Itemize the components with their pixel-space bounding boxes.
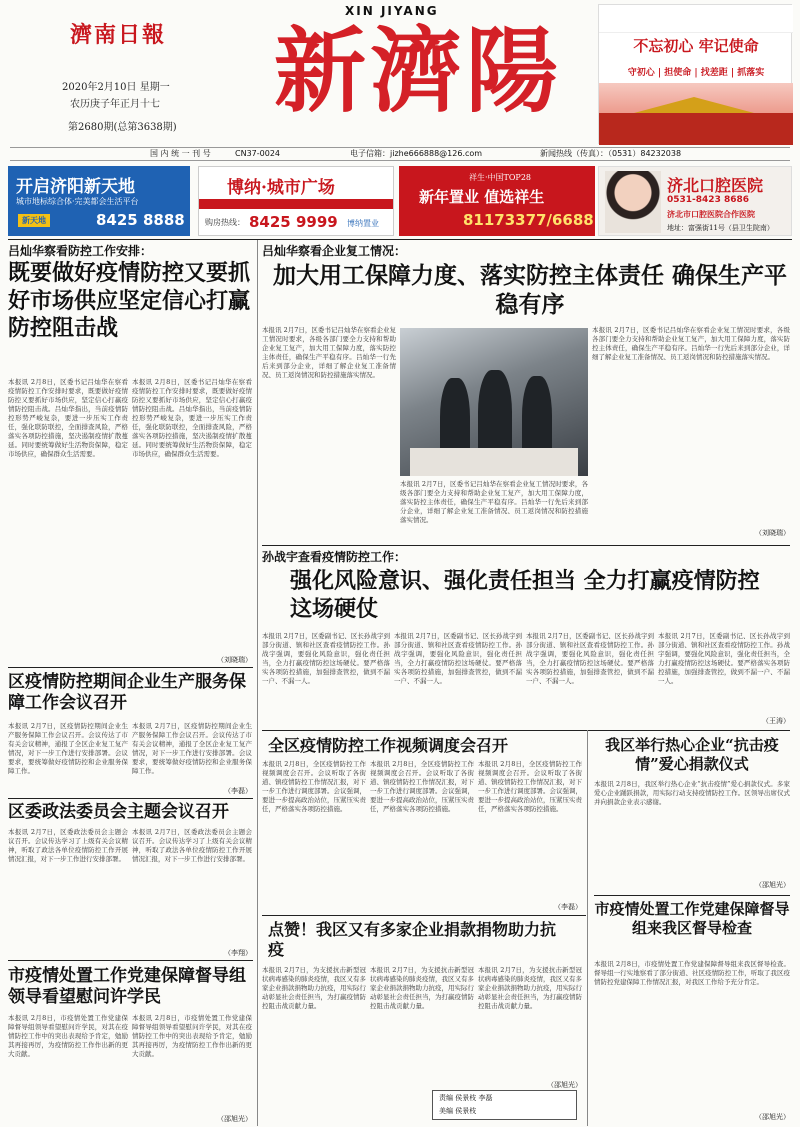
ad-title: 博纳·城市广场: [227, 178, 335, 198]
a7-body-col2: 本报讯 2月7日，区委政法委员会主题会议召开。会议传达学习了上级有关会议精神，听取了政法各单位疫情防控工作开展情况汇报，对下一步工作进行安排部署。: [132, 828, 252, 863]
a4-author: （李磊）: [224, 787, 252, 795]
section-rule: [8, 960, 253, 961]
a8-body-col3: 本报讯 2月7日，为支援抗击新型冠状病毒感染的肺炎疫情，我区又有多家企业捐款捐物助力抗疫，用实际行动彰显社会责任担当，为打赢疫情防控阻击战贡献力量。: [478, 966, 582, 1010]
a2-body-col3: 本报讯 2月7日，区委书记吕灿华在察看企业复工情况时要求，各级各部门要全力支持和帮助企业复工复产，加大用工保障力度，落实防控主体责任，确保生产平稳有序。吕灿华一行先后来到部分企业，详细了解企业复工准备情况、员工返岗情况和防控措施落实情况。: [592, 326, 790, 361]
ad-address: 地址：富强街11号（县卫生院南）: [667, 224, 774, 232]
date-line: 2020年2月10日 星期一: [62, 82, 170, 93]
a1-kicker: 吕灿华察看防控工作安排：: [8, 244, 153, 258]
a1-headline: 既要做好疫情防控又要抓好市场供应坚定信心打赢防控阻击战: [8, 260, 251, 341]
ad-subtitle: 祥生·中国TOP28: [469, 173, 531, 182]
ad-brand: 博纳置业: [347, 219, 379, 228]
section-rule: [8, 667, 253, 668]
a3-author: （王涛）: [762, 717, 790, 725]
a9-author: （邵旭光）: [217, 1115, 252, 1123]
a7-headline: 区委政法委员会主题会议召开: [8, 802, 229, 822]
a2-kicker: 吕灿华察看企业复工情况：: [262, 244, 407, 258]
tiananmen-wall-icon: [599, 113, 793, 145]
column-divider: [257, 240, 258, 1126]
a1-body-col1: 本报讯 2月8日，区委书记吕灿华在察看疫情防控工作安排时要求，既要做好疫情防控又要抓好市场供应，坚定信心打赢疫情防控阻击战。吕灿华指出，当前疫情防控形势严峻复杂，要进一步压实工作责任，强化联防联控，全面排查风险，严格落实各项防控措施，坚决遏制疫情扩散蔓延。同时要统筹做好生活物资保障，稳定市场供应，确保群众生活需要。: [8, 378, 128, 458]
column-divider: [587, 730, 588, 1126]
section-rule: [262, 730, 790, 731]
paper-logo: 濟南日報: [70, 22, 167, 48]
ad-bona[interactable]: [198, 166, 394, 236]
a3-body-col1: 本报讯 2月7日，区委副书记、区长孙战宇到部分街道、镇和社区查看疫情防控工作。孙战宇强调，要强化风险意识，强化责任担当，全力打赢疫情防控这场硬仗。要严格落实各项防控措施，加强排查管控，做到不漏一户、不漏一人。: [262, 632, 390, 685]
promo-tags: 守初心 | 担使命 | 找差距 | 抓落实: [627, 68, 765, 78]
ad-phone: 8425 9999: [249, 213, 338, 231]
issn-code: CN37-0024: [235, 149, 280, 158]
a4-body-col1: 本报讯 2月7日，区疫情防控期间企业生产服务保障工作会议召开。会议传达了市有关会议精神，通报了全区企业复工复产情况，对下一步工作进行安排部署。会议要求，要统筹做好疫情防控和企业服务保障工作。: [8, 722, 128, 775]
ad-subtitle: 城市地标综合体·完美都会生活平台: [16, 197, 139, 206]
promo-header-strip: [599, 5, 793, 33]
photo-table: [410, 448, 578, 476]
a5-body-col2: 本报讯 2月8日，全区疫情防控工作视频调度会召开。会议听取了各街道、镇疫情防控工作情况汇报，对下一步工作进行调度部署。会议强调，要进一步提高政治站位，压紧压实责任，严格落实各项防控措施。: [370, 760, 474, 813]
a3-body-col3: 本报讯 2月7日，区委副书记、区长孙战宇到部分街道、镇和社区查看疫情防控工作。孙战宇强调，要强化风险意识，强化责任担当，全力打赢疫情防控这场硬仗。要严格落实各项防控措施，加强排查管控，做到不漏一户、不漏一人。: [526, 632, 654, 685]
a10-body: 本报讯 2月8日，市疫情处置工作党建保障督导组来我区督导检查。督导组一行实地察看了部分街道、社区疫情防控工作，听取了我区疫情防控党建保障工作情况汇报，对我区工作给予充分肯定。: [594, 960, 790, 986]
party-promo: [598, 4, 792, 144]
a2-author: （刘晓瑞）: [755, 529, 790, 537]
a7-author: （李翔）: [224, 949, 252, 957]
a9-body-col1: 本报讯 2月8日，市疫情处置工作党建保障督导组领导看望慰问许学民，对其在疫情防控工作中的突出表现给予肯定，勉励其再接再厉，为疫情防控工作作出新的更大贡献。: [8, 1014, 128, 1058]
section-rule: [8, 798, 253, 799]
top-rule: [8, 239, 792, 240]
a6-headline: 我区举行热心企业“抗击疫情”爱心捐款仪式: [605, 736, 779, 773]
a6-author: （邵旭光）: [755, 881, 790, 889]
a4-body-col2: 本报讯 2月7日，区疫情防控期间企业生产服务保障工作会议召开。会议传达了市有关会议精神，通报了全区企业复工复产情况，对下一步工作进行安排部署。会议要求，要统筹做好疫情防控和企业服务保障工作。: [132, 722, 252, 775]
designer-line: 美编 侯景枝: [439, 1107, 477, 1115]
a1-author: （刘晓瑞）: [217, 656, 252, 664]
hotline-info: 新闻热线（传真）：（0531）84232038: [540, 149, 682, 158]
lunar-date: 农历庚子年正月十七: [70, 99, 160, 110]
a4-headline: 区疫情防控期间企业生产服务保障工作会议召开: [8, 672, 246, 714]
ad-phone: 8425 8888: [96, 211, 185, 229]
a9-body-col2: 本报讯 2月8日，市疫情处置工作党建保障督导组领导看望慰问许学民，对其在疫情防控工作中的突出表现给予肯定，勉励其再接再厉，为疫情防控工作作出新的更大贡献。: [132, 1014, 252, 1058]
a8-body-col1: 本报讯 2月7日，为支援抗击新型冠状病毒感染的肺炎疫情，我区又有多家企业捐款捐物助力抗疫，用实际行动彰显社会责任担当，为打赢疫情防控阻击战贡献力量。: [262, 966, 366, 1010]
news-photo: [400, 328, 588, 476]
a10-author: （邵旭光）: [755, 1113, 790, 1121]
a7-body-col1: 本报讯 2月7日，区委政法委员会主题会议召开。会议传达学习了上级有关会议精神，听取了政法各单位疫情防控工作开展情况汇报，对下一步工作进行安排部署。: [8, 828, 128, 863]
editor-credits: [432, 1090, 577, 1120]
a2-headline: 加大用工保障力度、落实防控主体责任 确保生产平稳有序: [272, 262, 787, 318]
a8-body-col2: 本报讯 2月7日，为支援抗击新型冠状病毒感染的肺炎疫情，我区又有多家企业捐款捐物助力抗疫，用实际行动彰显社会责任担当，为打赢疫情防控阻击战贡献力量。: [370, 966, 474, 1010]
a5-headline: 全区疫情防控工作视频调度会召开: [268, 736, 509, 755]
ad-brand: 新天地: [18, 214, 50, 227]
section-rule: [594, 895, 790, 896]
a8-author: （邵旭光）: [547, 1081, 582, 1089]
promo-slogan: 不忘初心 牢记使命: [633, 37, 759, 55]
a2-body-col1: 本报讯 2月7日，区委书记吕灿华在察看企业复工情况时要求，各级各部门要全力支持和帮助企业复工复产，加大用工保障力度，落实防控主体责任，确保生产平稳有序。吕灿华一行先后来到部分企业，详细了解企业复工准备情况、员工返岗情况和防控措施落实情况。: [262, 326, 396, 379]
ad-title: 新年置业 值选祥生: [419, 188, 545, 206]
section-rule: [262, 545, 790, 546]
ad-phone-label: 购房热线：: [205, 218, 245, 227]
ad-phone: 0531-8423 8686: [667, 195, 750, 205]
issn-label: 国 内 统 一 刊 号: [150, 149, 211, 158]
a10-headline: 市疫情处置工作党建保障督导组来我区督导检查: [594, 900, 790, 937]
email-info: 电子信箱：jizhe666888@126.com: [350, 149, 483, 158]
a3-body-col4: 本报讯 2月7日，区委副书记、区长孙战宇到部分街道、镇和社区查看疫情防控工作。孙战宇强调，要强化风险意识，强化责任担当，全力打赢疫情防控这场硬仗。要严格落实各项防控措施，加强排查管控，做到不漏一户、不漏一人。: [658, 632, 790, 685]
ad-xintiandi[interactable]: [8, 166, 190, 236]
a5-author: （李磊）: [554, 903, 582, 911]
doctor-portrait-icon: [605, 171, 661, 233]
ad-subtitle: 济北市口腔医院合作医院: [667, 209, 755, 219]
editor-line: 责编 侯景枝 李磊: [439, 1094, 493, 1102]
masthead-pinyin: XIN JIYANG: [345, 4, 439, 18]
a3-kicker: 孙战宇查看疫情防控工作：: [262, 550, 407, 564]
a1-body-col2: 本报讯 2月8日，区委书记吕灿华在察看疫情防控工作安排时要求，既要做好疫情防控又要抓好市场供应，坚定信心打赢疫情防控阻击战。吕灿华指出，当前疫情防控形势严峻复杂，要进一步压实工作责任，强化联防联控，全面排查风险，严格落实各项防控措施，坚决遏制疫情扩散蔓延。同时要统筹做好生活物资保障，稳定市场供应，确保群众生活需要。: [132, 378, 252, 458]
section-rule: [262, 915, 586, 916]
a6-body: 本报讯 2月8日，我区举行热心企业“抗击疫情”爱心捐款仪式。多家爱心企业踊跃捐款，用实际行动支持疫情防控工作。区领导出席仪式并向捐款企业表示感谢。: [594, 780, 790, 806]
masthead-title: 新濟陽: [273, 17, 562, 125]
ad-band: [199, 199, 394, 209]
a9-headline: 市疫情处置工作党建保障督导组领导看望慰问许学民: [8, 966, 246, 1008]
ad-xiangsheng[interactable]: [399, 166, 595, 236]
a3-headline: 强化风险意识、强化责任担当 全力打赢疫情防控这场硬仗: [290, 568, 760, 622]
a5-body-col3: 本报讯 2月8日，全区疫情防控工作视频调度会召开。会议听取了各街道、镇疫情防控工作情况汇报，对下一步工作进行调度部署。会议强调，要进一步提高政治站位，压紧压实责任，严格落实各项防控措施。: [478, 760, 582, 813]
a8-headline: 点赞！我区又有多家企业捐款捐物助力抗疫: [268, 920, 557, 959]
ad-dental-hospital[interactable]: [598, 166, 792, 236]
ad-title: 济北口腔医院: [667, 176, 764, 195]
a3-body-col2: 本报讯 2月7日，区委副书记、区长孙战宇到部分街道、镇和社区查看疫情防控工作。孙战宇强调，要强化风险意识，强化责任担当，全力打赢疫情防控这场硬仗。要严格落实各项防控措施，加强排查管控，做到不漏一户、不漏一人。: [394, 632, 522, 685]
a2-body-col2: 本报讯 2月7日，区委书记吕灿华在察看企业复工情况时要求，各级各部门要全力支持和帮助企业复工复产，加大用工保障力度，落实防控主体责任，确保生产平稳有序。吕灿华一行先后来到部分企业，详细了解企业复工准备情况、员工返岗情况和防控措施落实情况。: [400, 480, 588, 524]
ad-phone: 81173377/6688: [463, 211, 594, 229]
ad-title: 开启济阳新天地: [16, 177, 135, 197]
issue-number: 第2680期(总第3638期): [68, 122, 177, 133]
info-bar: [10, 147, 790, 161]
a5-body-col1: 本报讯 2月8日，全区疫情防控工作视频调度会召开。会议听取了各街道、镇疫情防控工作情况汇报，对下一步工作进行调度部署。会议强调，要进一步提高政治站位，压紧压实责任，严格落实各项防控措施。: [262, 760, 366, 813]
